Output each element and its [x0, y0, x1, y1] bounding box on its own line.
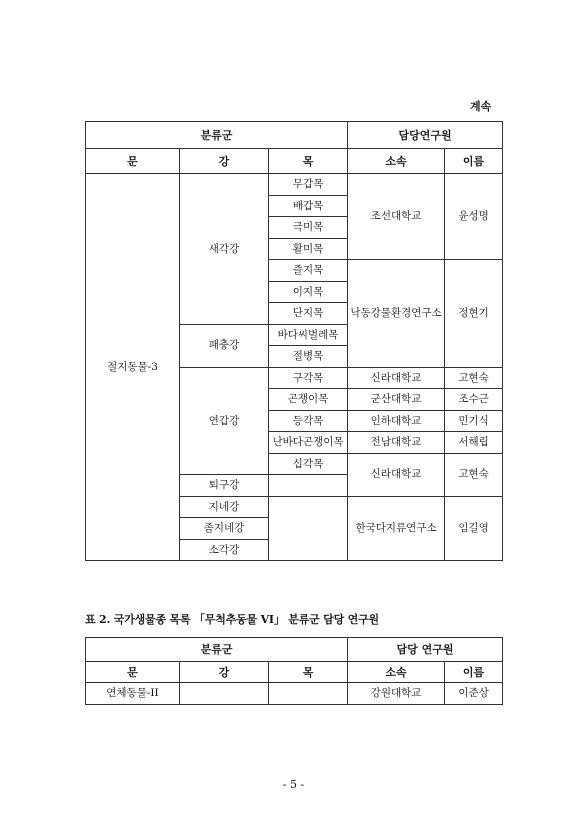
class-cell: 좀지네강 [180, 518, 269, 540]
order-cell: 무갑목 [269, 174, 348, 196]
col-header-order: 목 [269, 149, 348, 174]
affiliation-cell: 인하대학교 [348, 410, 445, 432]
phylum-cell: 절지동물-3 [86, 174, 180, 561]
order-cell-empty [269, 475, 348, 497]
class-cell: 연갑강 [180, 367, 269, 475]
col-header-class: 강 [180, 149, 269, 174]
taxon-group-header: 분류군 [86, 122, 348, 149]
order-cell-empty [269, 496, 348, 561]
order-cell: 난바다곤쟁이목 [269, 432, 348, 454]
researcher-cell: 고현숙 [445, 453, 503, 496]
class-cell: 새각강 [180, 174, 269, 325]
affiliation-cell: 조선대학교 [348, 174, 445, 260]
table2-caption: 표 2. 국가생물종 목록 「무척추동물 VI」 분류군 담당 연구원 [85, 613, 379, 626]
affiliation-cell: 한국다지류연구소 [348, 496, 445, 561]
affiliation-cell: 전남대학교 [348, 432, 445, 454]
researcher-cell: 조수근 [445, 389, 503, 411]
class-cell [180, 683, 269, 705]
order-cell: 절병목 [269, 346, 348, 368]
researcher-table-2 [85, 637, 503, 705]
order-cell: 이지목 [269, 281, 348, 303]
order-cell: 십각목 [269, 453, 348, 475]
col-header-class: 강 [180, 662, 269, 683]
researcher-cell: 임길영 [445, 496, 503, 561]
affiliation-cell: 신라대학교 [348, 453, 445, 496]
order-cell: 구각목 [269, 367, 348, 389]
researcher-cell: 민기식 [445, 410, 503, 432]
order-cell: 등각목 [269, 410, 348, 432]
researcher-cell: 정현기 [445, 260, 503, 368]
researcher-cell: 서해립 [445, 432, 503, 454]
continued-label: 계속 [470, 100, 492, 113]
researcher-group-header: 담당연구원 [348, 122, 503, 149]
researcher-cell: 이준상 [445, 683, 503, 705]
order-cell [269, 683, 348, 705]
order-cell: 극미목 [269, 217, 348, 239]
col-header-name: 이름 [445, 662, 503, 683]
col-header-name: 이름 [445, 149, 503, 174]
class-cell: 패충강 [180, 324, 269, 367]
col-header-affiliation: 소속 [348, 149, 445, 174]
order-cell: 즐지목 [269, 260, 348, 282]
order-cell: 단지목 [269, 303, 348, 325]
order-cell: 바다씨벌레목 [269, 324, 348, 346]
class-cell: 퇴구강 [180, 475, 269, 497]
class-cell: 지네강 [180, 496, 269, 518]
affiliation-cell: 신라대학교 [348, 367, 445, 389]
researcher-group-header: 담당 연구원 [348, 638, 503, 662]
page-number: - 5 - [282, 778, 305, 791]
researcher-cell: 고현숙 [445, 367, 503, 389]
order-cell: 배갑목 [269, 195, 348, 217]
phylum-cell: 연체동물-II [86, 683, 180, 705]
order-cell: 곤쟁이목 [269, 389, 348, 411]
researcher-table-continued [85, 121, 503, 561]
order-cell: 활미목 [269, 238, 348, 260]
affiliation-cell: 낙동강물환경연구소 [348, 260, 445, 368]
col-header-phylum: 문 [86, 662, 180, 683]
taxon-group-header: 분류군 [86, 638, 348, 662]
col-header-order: 목 [269, 662, 348, 683]
affiliation-cell: 강원대학교 [348, 683, 445, 705]
col-header-affiliation: 소속 [348, 662, 445, 683]
col-header-phylum: 문 [86, 149, 180, 174]
class-cell: 소각강 [180, 539, 269, 561]
affiliation-cell: 군산대학교 [348, 389, 445, 411]
researcher-cell: 윤성명 [445, 174, 503, 260]
